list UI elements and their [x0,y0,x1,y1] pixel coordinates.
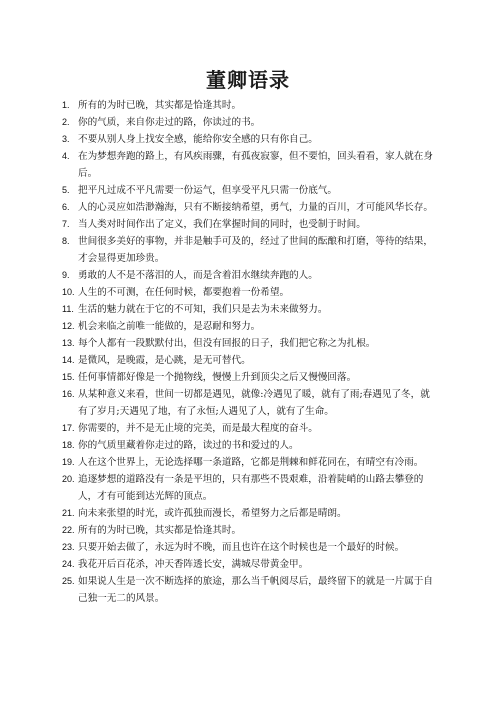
quote-list [62,97,438,607]
quote-text: 生活的魅力就在于它的不可知，我们只是去为未来做努力。 [78,304,328,315]
quote-text: 不要从别人身上找安全感，能给你安全感的只有你自己。 [78,134,318,145]
quote-text: 你的气质，来自你走过的路，你读过的书。 [78,117,261,128]
quote-number: 20. [62,474,75,484]
quote-item [62,97,438,114]
quote-item [62,335,438,352]
quote-number: 10. [62,287,75,297]
quote-number: 2. [62,117,70,127]
quote-number: 23. [62,542,75,552]
quote-number: 11. [62,304,74,314]
quote-item [62,454,438,471]
quote-item [62,199,438,216]
quote-item [62,148,438,182]
quote-text: 人的心灵应如浩渺瀚海，只有不断接纳希望，勇气，力量的百川，才可能风华长存。 [78,202,433,213]
quote-text: 向未来张望的时光，或许孤独而漫长，希望努力之后都是晴朗。 [78,508,347,519]
quote-number: 24. [62,559,75,569]
quote-number: 19. [62,457,75,467]
quote-item [62,114,438,131]
quote-number: 15. [62,372,75,382]
quote-item [62,318,438,335]
quote-item [62,539,438,556]
page-title: 董卿语录 [206,68,290,92]
quote-number: 13. [62,338,75,348]
quote-text: 人在这个世界上，无论选择哪一条道路，它都是荆棘和鲜花同在，有晴空有冷雨。 [78,457,424,468]
quote-text: 你的气质里藏着你走过的路，读过的书和爱过的人。 [78,440,299,451]
quote-item [62,284,438,301]
quote-number: 25. [62,576,75,586]
quote-text: 当人类对时间作出了定义，我们在掌握时间的同时，也受制于时间。 [78,219,366,230]
quote-item [62,182,438,199]
quote-text: 所有的为时已晚，其实都是恰逢其时。 [78,525,242,536]
quote-text: 把平凡过成不平凡需要一份运气，但享受平凡只需一份底气。 [78,185,338,196]
quote-item [62,352,438,369]
quote-text: 我花开后百花杀，冲天香阵透长安，满城尽带黄金甲。 [78,559,309,570]
quote-number: 16. [62,389,75,399]
quote-text: 每个人都有一段默默付出，但没有回报的日子，我们把它称之为扎根。 [78,338,376,349]
quote-item [62,301,438,318]
quote-number: 1. [62,100,70,110]
quote-item [62,471,438,505]
quote-number: 17. [62,423,75,433]
quote-text: 所有的为时已晚，其实都是恰逢其时。 [78,100,242,111]
quote-text: 如果说人生是一次不断选择的旅途，那么当千帆阅尽后，最终留下的就是一片属于自己独一无二的风景。 [78,576,433,604]
quote-item [62,386,438,420]
quote-text: 人生的不可测，在任何时候，都要抱着一份希望。 [78,287,290,298]
quote-text: 世间很多美好的事物，并非是触手可及的，经过了世间的酝酿和打磨，等待的结果，才会显得更加珍贵。 [78,236,433,264]
quote-number: 7. [62,219,70,229]
quote-item [62,556,438,573]
quote-text: 你需要的，并不是无止境的完美，而是最大程度的奋斗。 [78,423,318,434]
quote-number: 3. [62,134,70,144]
quote-text: 从某种意义来看，世间一切都是遇见，就像:冷遇见了暖，就有了雨;春遇见了冬，就有了岁月;天遇见了地，有了永恒;人遇见了人，就有了生命。 [78,389,430,417]
quote-number: 5. [62,185,70,195]
quote-text: 追逐梦想的道路没有一条是平坦的，只有那些不畏艰难，沿着陡峭的山路去攀登的人，才有可能到达光辉的顶点。 [78,474,424,502]
quote-item [62,369,438,386]
quote-item [62,573,438,607]
quote-number: 18. [62,440,75,450]
quote-item [62,233,438,267]
quote-text: 勇敢的人不是不落泪的人，而是含着泪水继续奔跑的人。 [78,270,318,281]
quote-number: 22. [62,525,75,535]
quote-text: 只要开始去做了，永远为时不晚，而且也许在这个时候也是一个最好的时候。 [78,542,405,553]
quote-number: 6. [62,202,70,212]
quote-text: 任何事情都好像是一个抛物线，慢慢上升到顶尖之后又慢慢回落。 [78,372,357,383]
quote-number: 4. [62,151,70,161]
quote-number: 14. [62,355,75,365]
quote-item [62,522,438,539]
quote-item [62,216,438,233]
quote-text: 机会来临之前唯一能做的，是忍耐和努力。 [78,321,261,332]
quote-item [62,505,438,522]
quote-item [62,420,438,437]
quote-text: 在为梦想奔跑的路上，有风疾雨骤，有孤夜寂寥，但不要怕，回头看看，家人就在身后。 [78,151,433,179]
quote-item [62,437,438,454]
quote-number: 12. [62,321,75,331]
quote-number: 21. [62,508,75,518]
quote-item [62,267,438,284]
quote-text: 是微风，是晚霞，是心跳，是无可替代。 [78,355,251,366]
quote-item [62,131,438,148]
quote-number: 8. [62,236,70,246]
quote-number: 9. [62,270,70,280]
